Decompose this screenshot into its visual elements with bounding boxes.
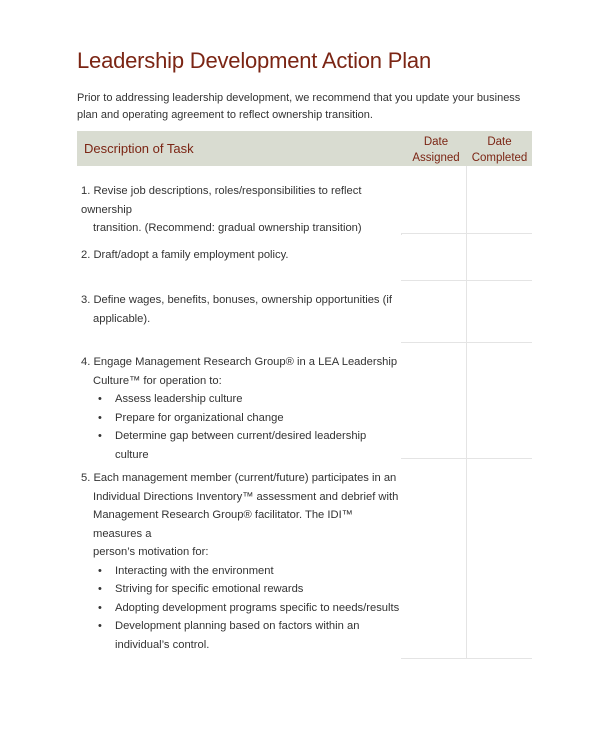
row-divider-1: [401, 233, 532, 234]
bullet-text: Striving for specific emotional rewards: [115, 583, 304, 595]
bullet-icon: •: [98, 583, 102, 595]
task-line: Culture™ for operation to:: [93, 374, 222, 387]
header-date-completed-line-1: Date: [487, 136, 512, 148]
task-line: 5. Each management member (current/future) participates in an: [81, 472, 397, 484]
task-line: 4. Engage Management Research Group® in a LEA Leadership: [81, 356, 398, 368]
task-row-2: [81, 246, 401, 265]
list-item: [95, 617, 401, 654]
header-date-completed: [467, 134, 532, 166]
bullet-icon: •: [98, 601, 102, 614]
list-item: [95, 599, 401, 618]
bullet-text: Determine gap between current/desired leadership culture: [115, 430, 367, 461]
list-item: [95, 427, 401, 464]
list-item: [95, 580, 401, 599]
bullet-text: Prepare for organizational change: [115, 411, 284, 424]
bullet-icon: •: [98, 564, 102, 577]
task-line: applicable).: [93, 312, 151, 325]
task-row-1: [81, 182, 401, 238]
bullet-text: Adopting development programs specific to needs/results: [115, 601, 400, 614]
list-item: [95, 390, 401, 409]
column-divider-assigned: [466, 166, 467, 659]
header-date-assigned-line-1: Date: [423, 136, 449, 148]
row-divider-3: [401, 342, 532, 343]
header-description-of-task: Description of Task: [84, 141, 194, 156]
list-item: [95, 409, 401, 428]
task-row-5: [81, 469, 401, 654]
row-divider-2: [401, 280, 532, 281]
task-row-4: [81, 353, 401, 464]
bullet-text: Development planning based on factors within an: [115, 620, 360, 632]
list-item: [95, 562, 401, 581]
task-line: transition. (Recommend: gradual ownership transition): [93, 222, 362, 234]
bullet-list: [81, 390, 401, 464]
intro-paragraph: Prior to addressing leadership development, we recommend that you update your business plan and operating agreement to reflect ownership transition.: [77, 92, 521, 121]
task-line: 3. Define wages, benefits, bonuses, ownership opportunities (if: [81, 294, 392, 306]
task-row-3: [81, 291, 401, 328]
task-line: 1. Revise job descriptions, roles/responsibilities to reflect ownership: [81, 185, 362, 216]
row-divider-5: [401, 658, 532, 659]
bullet-icon: •: [98, 393, 102, 405]
task-line: Individual Directions Inventory™ assessment and debrief with: [93, 490, 399, 503]
bullet-text-continued: individual’s control.: [115, 638, 210, 651]
page-title: Leadership Development Action Plan: [77, 48, 431, 73]
row-divider-4: [401, 458, 532, 459]
bullet-icon: •: [98, 620, 102, 632]
task-line: person’s motivation for:: [93, 546, 209, 558]
column-divider-left: [401, 234, 402, 235]
task-line: 2. Draft/adopt a family employment policy.: [81, 249, 289, 261]
bullet-icon: •: [98, 430, 102, 442]
bullet-list: [81, 562, 401, 655]
task-line: Management Research Group® facilitator. The IDI™ measures a: [93, 509, 353, 540]
header-date-completed-line-2: Completed: [471, 152, 528, 164]
header-date-assigned: [405, 134, 467, 166]
bullet-text: Interacting with the environment: [115, 564, 274, 577]
bullet-text: Assess leadership culture: [115, 393, 243, 405]
header-date-assigned-line-2: Assigned: [412, 152, 460, 164]
bullet-icon: •: [98, 411, 102, 424]
